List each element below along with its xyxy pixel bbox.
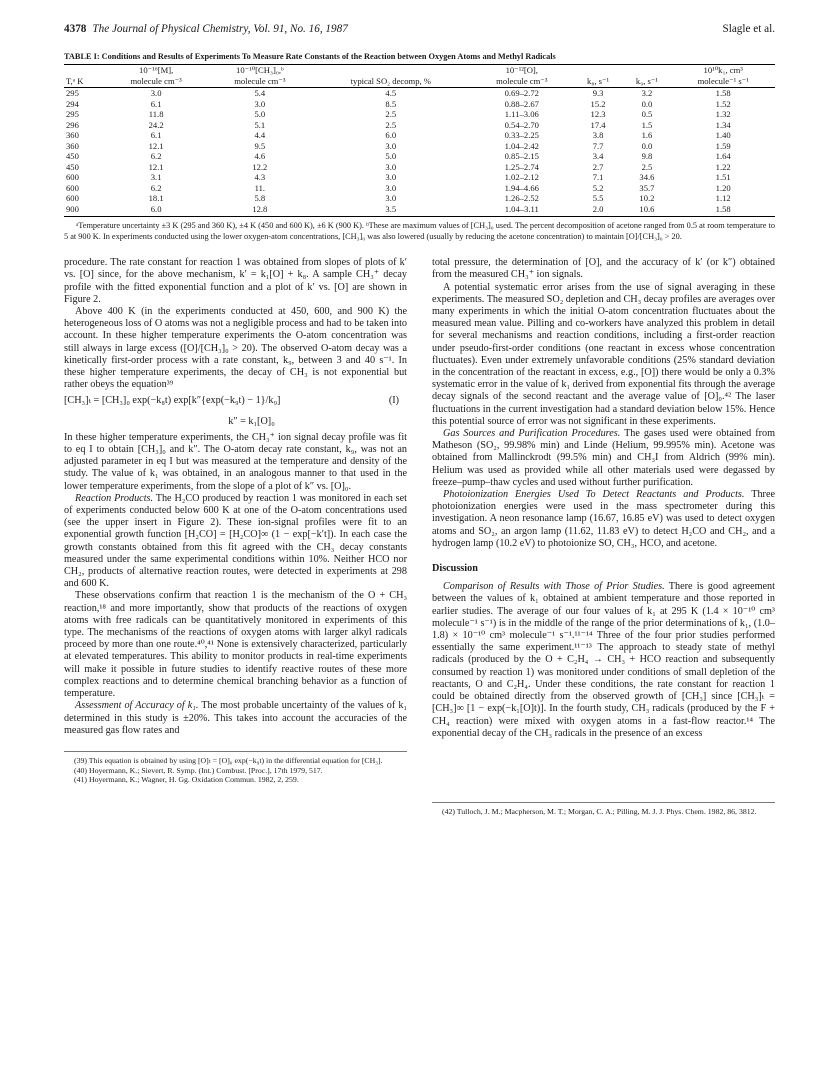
table-cell: 1.59 [715,140,731,151]
table-cell: 1.58 [671,204,775,217]
table-row [64,193,775,204]
table-row [64,204,775,217]
table-cell: 1.32 [715,109,731,119]
column-header: k₉, s⁻¹ [623,76,672,88]
table-cell: 3.1 [150,172,162,182]
table-cell: 0.0 [641,140,653,151]
table-cell: 6.1 [150,130,162,140]
table-cell: 5.4 [254,88,266,98]
table-cell: 1.51 [715,172,731,182]
table-cell: 4.3 [254,172,266,182]
table-cell: 10.6 [623,204,672,217]
table-cell: 6.0 [385,130,397,140]
table-row [64,109,775,120]
section-heading-discussion: Discussion [432,563,478,575]
paragraph: procedure. The rate constant for reaction 1 was obtained from slopes of plots of k′ vs. [O] since, for the above mechanism, k′ = k₁[O] + k₈. A sample CH₃⁺ decay profile with the fitted exponential function and a plot of k′ vs. [O] are shown in Figure 2. [64,257,407,305]
table-header-row [64,76,775,88]
left-footnotes [64,751,407,785]
table-cell: 5.5 [592,193,604,203]
equation-number: (I) [388,395,399,407]
table-row [64,172,775,183]
table-cell: 1.34 [715,119,731,130]
running-authors: Slagle et al. [722,23,775,35]
running-header [64,22,775,36]
table-cell: 4.5 [385,88,397,98]
table-cell: 2.5 [385,119,397,130]
table-cell: 5.8 [254,193,266,203]
paragraph-heading: Assessment of Accuracy of k₁. [75,700,199,712]
footnote-40: (40) Hoyermann, K.; Sievert, R. Symp. (Int.) Combust. [Proc.], 17th 1979, 517. [74,765,323,775]
table-cell: 1.20 [715,182,731,193]
column-header-top: 10⁻¹⁰[CH₃]₀,ᵇ [208,65,312,76]
table-cell: 0.88–2.67 [504,98,539,109]
paragraph: A potential systematic error arises from the use of signal averaging in these experiments. The measured SO₂ depletion and CH₃ decay profiles are averages over many experiments in which the initial O-atom concentration fluctuates about the measured mean value. Pilling and co-workers have analyzed this problem in detail for several mechanisms and reaction conditions, including a first-order reaction under pseudo-first-order conditions (one reactant in excess whose concentration fluctuates). Even under extremely unfavorable conditions (25% standard deviation in the concentration of the reactant in excess, e.g., [O]) there would be only a 0.3% systematic error in the value of k₁ derived from exponential fits through the average decay signals of the second reactant and the average value of [O]₀.⁴² The laser fluctuations in the current investigation had a standard deviation below 15%. Hence this potential source of error was not significant in these experiments. [432,281,775,427]
table-cell: 3.0 [385,140,397,151]
column-header-top: 10⁻¹²[O], [470,65,574,76]
table-cell: 4.6 [254,151,266,161]
table-cell: 1.94–4.66 [504,182,539,193]
table-cell: 1.58 [715,88,731,98]
table-cell: 3.0 [254,98,266,109]
table-cell: 0.0 [641,98,653,109]
table-row [64,120,775,131]
table-cell: 1.11–3.06 [504,109,539,119]
left-column [64,257,407,816]
table-cell: 6.0 [104,204,208,217]
paragraph-heading: Reaction Products. [75,492,154,504]
table-cell: 3.2 [641,88,653,98]
paragraph [432,581,775,740]
table-cell: 12.1 [148,161,164,172]
table-cell: 2.0 [574,204,623,217]
paragraph: These observations confirm that reaction 1 is the mechanism of the O + CH₃ reaction,¹⁸ and more importantly, show that products of the reactions of oxygen atoms with free radicals can be quantitatively monitored in experiments of this type. The mechanisms of the reactions of oxygen atoms with larger alkyl radicals proceed by more than one route.⁴⁰,⁴¹ None is extensively characterized, particularly at elevated temperatures. This ability to monitor products in real-time experiments will make it possible in future studies to identify reactive routes of these more complex reactions and to determine chemical branching behavior as a function of temperature. [64,590,407,700]
page-number: 4378 [64,23,87,35]
table-cell: 3.4 [592,151,604,161]
table-caption: TABLE I: Conditions and Results of Experiments To Measure Rate Constants of the Reaction between Oxygen Atoms and Methyl Radicals [64,52,556,61]
paragraph-heading: Comparison of Results with Those of Prior Studies. [443,581,665,593]
footnote-42: (42) Tulloch, J. M.; Macpherson, M. T.; Morgan, C. A.; Pilling, M. J. J. Phys. Chem. 1982, 86, 3812. [442,806,757,816]
journal-page [64,22,775,817]
footnote-41: (41) Hoyermann, K.; Wagner, H. Gg. Oxidation Commun. 1982, 2, 259. [74,775,299,785]
table-cell: 3.0 [150,88,162,98]
column-header-top [623,65,672,76]
paragraph-body: Three photoionization energies were used in the mass spectrometer during this investigation. A neon resonance lamp (16.67, 16.85 eV) was used to detect oxygen atoms and SO₂, an argon lamp (11.62, 11.83 eV) to detect H₂CO and CH₂, and a hydrogen lamp (10.2 eV) to photoionize SO, CH₃, HCO, and acetone. [432,489,775,549]
column-header: T,ᵃ K [64,76,104,88]
paragraph [432,489,775,550]
table-cell: 4.4 [254,130,266,140]
table-cell: 18.1 [148,193,164,203]
column-header: molecule cm⁻³ [104,76,208,88]
table-cell: 1.12 [715,193,731,203]
table-cell: 12.2 [252,161,268,172]
table-cell: 3.8 [592,130,604,140]
table-cell: 1.25–2.74 [504,161,539,172]
right-footnotes [432,802,775,817]
paragraph: Above 400 K (in the experiments conducted at 450, 600, and 900 K) the heterogeneous loss of O atoms was not a negligible process and had to be taken into account. In these higher temperature experiments the O-atom concentration was still always in large excess ([O]/[CH₃]₀ > 20). The observed O-atom decay was a kinetically first-order process with a rate constant, k₉, between 3 and 40 s⁻¹. In these higher temperature experiments, the decay of CH₃ is not exponential but rather obeys the equation³⁹ [64,306,407,391]
table-cell: 1.6 [641,130,653,140]
paragraph [64,493,407,591]
table-row [64,99,775,110]
paragraph [64,700,407,737]
table-cell: 11. [254,182,266,193]
table-cell: 1.02–2.12 [504,172,539,182]
column-header-top: 10¹⁰k₁, cm³ [671,65,775,76]
table-row [64,130,775,141]
table-cell: 34.6 [639,172,655,182]
table-cell: 7.7 [592,140,604,151]
footnote-39: (39) This equation is obtained by using [O]ₜ = [O]₀ exp(−k₉t) in the differential equation for [CH₃]. [74,755,383,765]
paragraph-body: There is good agreement between the values of k₁ obtained at ambient temperature and those reported in earlier studies. The average of our four values of k₁ at 295 K (1.4 × 10⁻¹⁰ cm³ molecule⁻¹ s⁻¹) is in the middle of the range of the prior determinations of k₁, (1.0–1.8) × 10⁻¹⁰ cm³ molecule⁻¹ s⁻¹.¹¹⁻¹⁴ Three of the four prior studies performed essentially the same experiment.¹¹⁻¹³ The approach to steady state of methyl radicals (produced by the O + C₂H₄ → CH₃ + HCO reaction and subsequently consumed by reaction 1) was monitored under conditions of small depletion of the reactants, O and C₂H₄. Under these conditions, the rate constant for reaction 1 could be obtained directly from the observed growth of [CH₃] since [CH₃]ₜ = [CH₃]∞ [1 − exp(−k₁[O]t)]. In the fourth study, CH₃ radicals (produced by the F + CH₄ reaction) were mixed with oxygen atoms in a fast-flow reactor.¹⁴ The exponential decay of the CH₃ radicals in the presence of an excess [432,581,775,739]
paragraph-body: The gases used were obtained from Matheson (SO₂, 99.98% min) and Linde (Helium, 99.995% min). Acetone was obtained from Mallinckrodt (99.5% min) and CH₃I from Aldrich (99% min). Helium was used as provided while all other materials used were degassed by freeze–pump–thaw cycles and used without further purification. [432,428,775,488]
table-cell: 6.1 [150,98,162,109]
table-cell: 0.33–2.25 [504,130,539,140]
paragraph [432,428,775,489]
table-cell: 12.1 [148,140,164,151]
table-cell: 1.40 [715,130,731,140]
table-cell: 9.3 [592,88,604,98]
table-cell: 0.5 [641,109,653,119]
table-cell: 15.2 [590,98,606,109]
table-cell: 600 [66,182,79,193]
table-cell: 12.3 [590,109,606,119]
table-cell: 0.69–2.72 [504,88,539,98]
paragraph-heading: Photoionization Energies Used To Detect Reactants and Products. [443,489,745,501]
column-header-top [64,65,104,76]
table-cell: 10.2 [639,193,655,203]
results-table [64,64,775,217]
table-cell: 0.54–2.70 [504,119,539,130]
table-cell: 600 [66,172,79,182]
table-row [64,141,775,152]
right-column [432,257,775,816]
table-cell: 6.2 [150,151,162,161]
table-cell: 5.0 [385,151,397,161]
table-cell: 360 [66,130,79,140]
table-cell: 5.0 [254,109,266,119]
table-cell: 3.0 [385,172,397,182]
paragraph-body: The H₂CO produced by reaction 1 was monitored in each set of experiments conducted below 600 K at one of the O-atom concentrations used (see the upper insert in Figure 2). These ion-signal profiles were fit to an exponential growth function [H₂CO] = [H₂CO]∞ (1 − exp[−k′t]). In each case the growth constants obtained from this fit agreed with the CH₃ decay constants measured under the same experimental conditions within 10%. Neither HCO nor CH₂, products of alternative reaction routes, were detected in experiments at 298 and 600 K. [64,492,407,590]
equation-text: k″ = k₁[O]₀ [228,415,275,427]
table-cell: 2.7 [592,161,604,172]
table-cell: 450 [66,161,79,172]
table-cell: 296 [66,119,79,130]
table-cell: 12.8 [208,204,312,217]
table-row [64,183,775,194]
table-cell: 1.52 [715,98,731,109]
table-cell: 1.5 [641,119,653,130]
equation-I [64,391,407,411]
table-cell: 3.0 [385,161,397,172]
table-cell: 600 [66,193,79,203]
journal-citation: The Journal of Physical Chemistry, Vol. 91, No. 16, 1987 [92,23,348,35]
paragraph-heading: Gas Sources and Purification Procedures. [443,428,621,440]
table-cell: 295 [66,109,79,119]
table-cell: 5.1 [254,119,266,130]
table-cell: 1.64 [715,151,731,161]
body-columns [64,257,775,816]
column-header-top: 10⁻¹⁶[M], [104,65,208,76]
table-cell: 1.22 [715,161,731,172]
table-cell: 360 [66,140,79,151]
equation-k-double-prime [64,412,407,432]
table-row [64,151,775,162]
table-header-row-top [64,65,775,76]
table-row [64,88,775,99]
table-cell: 24.2 [148,119,164,130]
column-header: molecule⁻¹ s⁻¹ [671,76,775,88]
column-header-top [312,65,470,76]
table-cell: 295 [66,88,79,98]
table-cell: 294 [66,98,79,109]
table-cell: 1.04–2.42 [504,140,539,151]
paragraph-body: The most probable uncertainty of the values of k₁ determined in this study is ±20%. This takes into account the accuracies of the measured gas flow rates and [64,700,407,736]
table-cell: 7.1 [592,172,604,182]
table-cell: 1.04–3.11 [470,204,574,217]
table-cell: 3.0 [385,182,397,193]
table-row [64,162,775,173]
table-cell: 1.26–2.52 [504,193,539,203]
table-footnote: ᵃTemperature uncertainty ±3 K (295 and 360 K), ±4 K (450 and 600 K), ±6 K (900 K). ᵇThese are maximum values of [CH₃]₀ used. The percent decomposition of acetone ranged from 0.5 at room temperature to 5 at 900 K. In experiments conducted using the lower oxygen-atom concentrations, [CH₃]₀ was also lowered (usually by reducing the acetone concentration) to maintain [O]/[CH₃]₀ > 20. [64,221,775,241]
table-cell: 17.4 [590,119,606,130]
table-cell: 11.8 [148,109,164,119]
table-cell: 2.5 [641,161,653,172]
column-header-top [574,65,623,76]
column-header: typical SO₂ decomp, % [312,76,470,88]
equation-text: [CH₃]ₜ = [CH₃]₀ exp(−k₈t) exp[k″{exp(−k₉t) − 1}/k₉] [64,395,281,407]
table-cell: 2.5 [385,109,397,119]
table-cell: 5.2 [592,182,604,193]
table-cell: 35.7 [639,182,655,193]
table-cell: 8.5 [385,98,397,109]
table-cell: 900 [64,204,104,217]
column-header: molecule cm⁻³ [470,76,574,88]
table-cell: 9.8 [641,151,653,161]
table-cell: 3.5 [312,204,470,217]
column-header: molecule cm⁻³ [208,76,312,88]
table-cell: 6.2 [150,182,162,193]
table-cell: 3.0 [385,193,397,203]
column-header: k₈, s⁻¹ [574,76,623,88]
table-cell: 450 [66,151,79,161]
paragraph: total pressure, the determination of [O], and the accuracy of k′ (or k″) obtained from the measured CH₃⁺ ion signals. [432,257,775,281]
table-cell: 9.5 [254,140,266,151]
table-cell: 0.85–2.15 [504,151,539,161]
paragraph: In these higher temperature experiments, the CH₃⁺ ion signal decay profile was fit to eq I to obtain [CH₃]₀ and k″. The O-atom decay rate constant, k₉, was not an adjusted parameter in eq I but was measured at the temperature and density of the study. The value of k₁ was obtained, in an analogous manner to that used in the lower temperature experiments, from the slope of a plot of k″ vs. [O]₀. [64,431,407,492]
